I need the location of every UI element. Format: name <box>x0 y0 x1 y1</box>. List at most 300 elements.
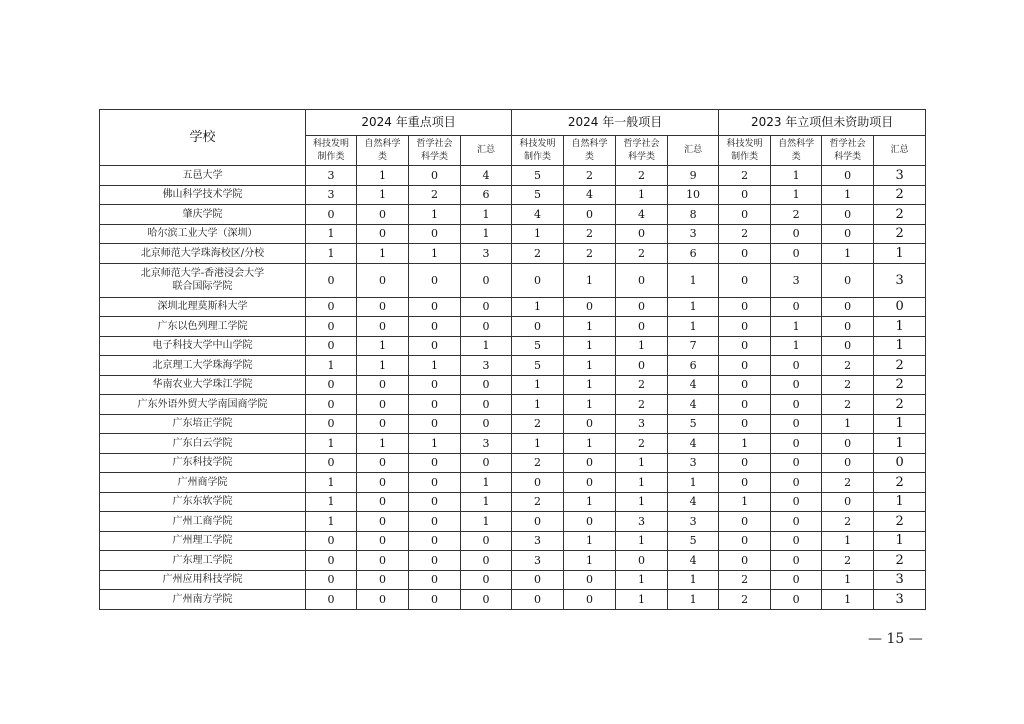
value-cell: 1 <box>306 473 357 493</box>
subcolumn-header <box>357 136 409 166</box>
subcolumn-header-line: 自然科学 <box>571 138 608 149</box>
value-cell: 0 <box>461 375 512 395</box>
value-cell: 1 <box>822 531 874 551</box>
school-name-cell: 广东培正学院 <box>100 414 306 434</box>
value-cell: 0 <box>461 414 512 434</box>
subcolumn-header <box>771 136 822 166</box>
value-cell: 1 <box>822 185 874 205</box>
subcolumn-header <box>306 136 357 166</box>
value-cell: 0 <box>306 336 357 356</box>
value-cell: 0 <box>771 551 822 571</box>
value-cell: 1 <box>616 590 668 610</box>
subcolumn-header-line: 哲学社会 <box>829 138 866 149</box>
value-cell: 1 <box>822 244 874 264</box>
value-cell: 0 <box>409 375 461 395</box>
subcolumn-header <box>409 136 461 166</box>
value-cell: 2 <box>512 244 564 264</box>
value-cell: 1 <box>357 356 409 376</box>
value-cell: 0 <box>306 375 357 395</box>
value-cell: 1 <box>616 570 668 590</box>
value-cell: 2 <box>822 356 874 376</box>
group-header-general-2024: 2024 年一般项目 <box>512 110 719 136</box>
value-cell: 0 <box>719 356 771 376</box>
value-cell: 1 <box>719 434 771 454</box>
value-cell: 0 <box>771 395 822 415</box>
value-cell: 4 <box>616 205 668 225</box>
value-cell: 0 <box>771 570 822 590</box>
value-cell: 0 <box>357 512 409 532</box>
value-cell: 0 <box>306 551 357 571</box>
value-cell: 1 <box>357 166 409 186</box>
value-cell: 1 <box>512 224 564 244</box>
school-name-line: 联合国际学院 <box>172 281 233 292</box>
value-cell: 2 <box>564 224 616 244</box>
value-cell: 3 <box>668 512 719 532</box>
value-cell: 1 <box>306 224 357 244</box>
value-cell: 2 <box>874 375 926 395</box>
value-cell: 1 <box>616 531 668 551</box>
value-cell: 0 <box>771 375 822 395</box>
table-row <box>100 492 926 512</box>
subcolumn-header-line: 科学类 <box>628 151 656 162</box>
value-cell: 0 <box>771 297 822 317</box>
subcolumn-header-line: 科技发明 <box>726 138 763 149</box>
subcolumn-header-line: 汇总 <box>477 145 496 155</box>
value-cell: 1 <box>461 473 512 493</box>
value-cell: 4 <box>564 185 616 205</box>
value-cell: 1 <box>409 356 461 376</box>
value-cell: 1 <box>771 336 822 356</box>
value-cell: 0 <box>512 570 564 590</box>
value-cell: 0 <box>306 263 357 297</box>
value-cell: 6 <box>668 356 719 376</box>
value-cell: 0 <box>564 473 616 493</box>
value-cell: 1 <box>668 570 719 590</box>
value-cell: 0 <box>409 414 461 434</box>
value-cell: 1 <box>616 185 668 205</box>
school-name-cell: 佛山科学技术学院 <box>100 185 306 205</box>
value-cell: 0 <box>512 317 564 337</box>
school-name-cell: 电子科技大学中山学院 <box>100 336 306 356</box>
value-cell: 1 <box>409 244 461 264</box>
value-cell: 0 <box>409 336 461 356</box>
value-cell: 1 <box>822 414 874 434</box>
value-cell: 2 <box>616 244 668 264</box>
value-cell: 2 <box>616 375 668 395</box>
value-cell: 0 <box>719 453 771 473</box>
table-row <box>100 551 926 571</box>
value-cell: 0 <box>409 551 461 571</box>
value-cell: 0 <box>719 414 771 434</box>
value-cell: 3 <box>616 512 668 532</box>
value-cell: 0 <box>357 414 409 434</box>
subcolumn-header-line: 自然科学 <box>778 138 815 149</box>
value-cell: 2 <box>564 166 616 186</box>
group-header-unfunded-2023: 2023 年立项但未资助项目 <box>719 110 926 136</box>
subcolumn-header <box>874 136 926 166</box>
value-cell: 0 <box>616 224 668 244</box>
value-cell: 1 <box>822 590 874 610</box>
value-cell: 2 <box>874 512 926 532</box>
value-cell: 2 <box>719 570 771 590</box>
value-cell: 1 <box>357 434 409 454</box>
value-cell: 0 <box>719 185 771 205</box>
value-cell: 2 <box>874 205 926 225</box>
subcolumn-header <box>616 136 668 166</box>
value-cell: 2 <box>822 512 874 532</box>
value-cell: 0 <box>409 317 461 337</box>
value-cell: 0 <box>771 434 822 454</box>
school-column-header: 学校 <box>100 110 306 166</box>
funding-table <box>99 109 926 610</box>
value-cell: 0 <box>771 414 822 434</box>
table-row <box>100 473 926 493</box>
value-cell: 1 <box>668 590 719 610</box>
value-cell: 0 <box>409 166 461 186</box>
value-cell: 1 <box>771 317 822 337</box>
value-cell: 1 <box>357 336 409 356</box>
value-cell: 0 <box>306 297 357 317</box>
value-cell: 0 <box>409 224 461 244</box>
value-cell: 0 <box>874 297 926 317</box>
value-cell: 0 <box>409 512 461 532</box>
value-cell: 2 <box>874 224 926 244</box>
school-name-cell: 北京理工大学珠海学院 <box>100 356 306 376</box>
table-row <box>100 395 926 415</box>
value-cell: 0 <box>719 244 771 264</box>
subcolumn-header-line: 制作类 <box>524 151 552 162</box>
subcolumn-header <box>822 136 874 166</box>
value-cell: 0 <box>771 531 822 551</box>
value-cell: 0 <box>461 551 512 571</box>
subcolumn-header-line: 科学类 <box>420 151 448 162</box>
value-cell: 0 <box>461 453 512 473</box>
value-cell: 1 <box>564 375 616 395</box>
value-cell: 0 <box>357 395 409 415</box>
value-cell: 2 <box>822 375 874 395</box>
value-cell: 10 <box>668 185 719 205</box>
value-cell: 1 <box>668 473 719 493</box>
table-row <box>100 531 926 551</box>
value-cell: 0 <box>306 531 357 551</box>
value-cell: 0 <box>306 395 357 415</box>
value-cell: 1 <box>461 336 512 356</box>
value-cell: 0 <box>409 570 461 590</box>
value-cell: 2 <box>874 551 926 571</box>
value-cell: 4 <box>668 492 719 512</box>
value-cell: 3 <box>306 166 357 186</box>
value-cell: 1 <box>874 414 926 434</box>
value-cell: 0 <box>771 492 822 512</box>
value-cell: 0 <box>461 531 512 551</box>
table-row <box>100 375 926 395</box>
value-cell: 1 <box>564 492 616 512</box>
value-cell: 0 <box>771 244 822 264</box>
school-name-cell: 广州商学院 <box>100 473 306 493</box>
value-cell: 3 <box>512 551 564 571</box>
school-name-cell: 广东科技学院 <box>100 453 306 473</box>
subcolumn-header-line: 汇总 <box>890 145 909 155</box>
value-cell: 0 <box>822 224 874 244</box>
value-cell: 0 <box>771 356 822 376</box>
value-cell: 3 <box>668 224 719 244</box>
value-cell: 9 <box>668 166 719 186</box>
value-cell: 1 <box>512 297 564 317</box>
value-cell: 0 <box>357 590 409 610</box>
value-cell: 0 <box>771 453 822 473</box>
value-cell: 1 <box>668 297 719 317</box>
value-cell: 0 <box>461 317 512 337</box>
school-name-cell: 广州理工学院 <box>100 531 306 551</box>
value-cell: 0 <box>719 512 771 532</box>
value-cell: 0 <box>719 317 771 337</box>
value-cell: 2 <box>719 224 771 244</box>
group-header-key-2024: 2024 年重点项目 <box>306 110 512 136</box>
value-cell: 3 <box>461 356 512 376</box>
value-cell: 1 <box>668 317 719 337</box>
value-cell: 8 <box>668 205 719 225</box>
table-row <box>100 205 926 225</box>
value-cell: 0 <box>564 512 616 532</box>
value-cell: 0 <box>719 375 771 395</box>
table-row <box>100 590 926 610</box>
value-cell: 0 <box>822 205 874 225</box>
subcolumn-header <box>564 136 616 166</box>
value-cell: 0 <box>719 336 771 356</box>
value-cell: 1 <box>564 531 616 551</box>
school-name-cell: 五邑大学 <box>100 166 306 186</box>
school-name-cell: 北京师范大学珠海校区/分校 <box>100 244 306 264</box>
value-cell: 0 <box>461 263 512 297</box>
value-cell: 0 <box>357 531 409 551</box>
value-cell: 1 <box>512 434 564 454</box>
table-row <box>100 317 926 337</box>
value-cell: 3 <box>874 166 926 186</box>
subcolumn-header <box>512 136 564 166</box>
subcolumn-header-line: 制作类 <box>731 151 759 162</box>
value-cell: 0 <box>616 317 668 337</box>
value-cell: 0 <box>409 590 461 610</box>
value-cell: 0 <box>719 297 771 317</box>
value-cell: 1 <box>874 492 926 512</box>
value-cell: 1 <box>564 336 616 356</box>
value-cell: 1 <box>616 492 668 512</box>
value-cell: 2 <box>616 434 668 454</box>
value-cell: 3 <box>461 434 512 454</box>
subcolumn-header <box>719 136 771 166</box>
value-cell: 0 <box>822 263 874 297</box>
value-cell: 0 <box>357 297 409 317</box>
school-name-cell: 广州工商学院 <box>100 512 306 532</box>
value-cell: 1 <box>874 244 926 264</box>
subcolumn-header-line: 自然科学 <box>364 138 401 149</box>
value-cell: 0 <box>512 263 564 297</box>
subcolumn-header <box>668 136 719 166</box>
school-name-cell <box>100 263 306 297</box>
school-name-cell: 广州南方学院 <box>100 590 306 610</box>
value-cell: 7 <box>668 336 719 356</box>
value-cell: 0 <box>512 473 564 493</box>
school-name-cell: 广东东软学院 <box>100 492 306 512</box>
value-cell: 0 <box>822 166 874 186</box>
value-cell: 1 <box>306 244 357 264</box>
value-cell: 2 <box>719 166 771 186</box>
value-cell: 0 <box>719 551 771 571</box>
value-cell: 0 <box>771 473 822 493</box>
value-cell: 0 <box>616 356 668 376</box>
value-cell: 2 <box>874 185 926 205</box>
value-cell: 0 <box>512 512 564 532</box>
value-cell: 0 <box>771 590 822 610</box>
value-cell: 0 <box>357 453 409 473</box>
value-cell: 1 <box>564 551 616 571</box>
subcolumn-header-line: 制作类 <box>317 151 345 162</box>
value-cell: 2 <box>822 473 874 493</box>
value-cell: 2 <box>409 185 461 205</box>
table-row <box>100 336 926 356</box>
value-cell: 3 <box>874 570 926 590</box>
value-cell: 0 <box>616 551 668 571</box>
value-cell: 6 <box>461 185 512 205</box>
value-cell: 1 <box>306 356 357 376</box>
school-name-cell: 肇庆学院 <box>100 205 306 225</box>
value-cell: 2 <box>616 166 668 186</box>
value-cell: 2 <box>512 492 564 512</box>
value-cell: 2 <box>822 395 874 415</box>
table-row <box>100 263 926 297</box>
value-cell: 0 <box>306 590 357 610</box>
value-cell: 0 <box>409 473 461 493</box>
value-cell: 1 <box>616 336 668 356</box>
value-cell: 4 <box>668 375 719 395</box>
subcolumn-header-line: 类 <box>791 151 801 162</box>
value-cell: 3 <box>306 185 357 205</box>
subcolumn-header-line: 科技发明 <box>312 138 349 149</box>
value-cell: 2 <box>719 590 771 610</box>
value-cell: 1 <box>719 492 771 512</box>
value-cell: 0 <box>461 395 512 415</box>
value-cell: 3 <box>874 263 926 297</box>
value-cell: 0 <box>564 570 616 590</box>
value-cell: 4 <box>668 551 719 571</box>
school-name-cell: 华南农业大学珠江学院 <box>100 375 306 395</box>
value-cell: 0 <box>461 297 512 317</box>
table-row <box>100 166 926 186</box>
value-cell: 0 <box>461 590 512 610</box>
value-cell: 0 <box>719 473 771 493</box>
value-cell: 4 <box>668 395 719 415</box>
table-row <box>100 297 926 317</box>
value-cell: 0 <box>306 414 357 434</box>
subcolumn-header-line: 类 <box>377 151 387 162</box>
value-cell: 0 <box>306 317 357 337</box>
value-cell: 0 <box>719 395 771 415</box>
value-cell: 0 <box>357 375 409 395</box>
table-row <box>100 356 926 376</box>
subcolumn-header-line: 类 <box>585 151 595 162</box>
value-cell: 0 <box>719 205 771 225</box>
subcolumn-header <box>461 136 512 166</box>
value-cell: 1 <box>306 492 357 512</box>
value-cell: 1 <box>564 434 616 454</box>
value-cell: 5 <box>512 166 564 186</box>
value-cell: 1 <box>461 205 512 225</box>
value-cell: 1 <box>306 434 357 454</box>
value-cell: 1 <box>357 185 409 205</box>
value-cell: 0 <box>771 224 822 244</box>
value-cell: 0 <box>306 205 357 225</box>
value-cell: 0 <box>564 414 616 434</box>
value-cell: 1 <box>564 395 616 415</box>
value-cell: 1 <box>822 570 874 590</box>
value-cell: 1 <box>771 185 822 205</box>
value-cell: 0 <box>512 590 564 610</box>
value-cell: 1 <box>512 375 564 395</box>
value-cell: 0 <box>822 453 874 473</box>
value-cell: 2 <box>512 414 564 434</box>
subcolumn-header-line: 哲学社会 <box>416 138 453 149</box>
value-cell: 2 <box>874 473 926 493</box>
value-cell: 5 <box>668 414 719 434</box>
value-cell: 0 <box>822 492 874 512</box>
value-cell: 0 <box>409 263 461 297</box>
value-cell: 1 <box>512 395 564 415</box>
table-row <box>100 244 926 264</box>
value-cell: 1 <box>564 356 616 376</box>
school-name-cell: 深圳北理莫斯科大学 <box>100 297 306 317</box>
value-cell: 0 <box>357 473 409 493</box>
school-name-cell: 广东以色列理工学院 <box>100 317 306 337</box>
value-cell: 5 <box>668 531 719 551</box>
value-cell: 1 <box>357 244 409 264</box>
value-cell: 0 <box>874 453 926 473</box>
value-cell: 2 <box>564 244 616 264</box>
value-cell: 5 <box>512 336 564 356</box>
value-cell: 0 <box>306 453 357 473</box>
table-row <box>100 453 926 473</box>
school-name-cell: 广州应用科技学院 <box>100 570 306 590</box>
value-cell: 0 <box>719 263 771 297</box>
value-cell: 1 <box>874 317 926 337</box>
school-name-cell: 广东理工学院 <box>100 551 306 571</box>
table-row <box>100 512 926 532</box>
value-cell: 1 <box>409 434 461 454</box>
value-cell: 0 <box>357 492 409 512</box>
value-cell: 0 <box>719 531 771 551</box>
subcolumn-header-line: 汇总 <box>684 145 703 155</box>
value-cell: 1 <box>461 224 512 244</box>
value-cell: 5 <box>512 356 564 376</box>
school-name-cell: 广东白云学院 <box>100 434 306 454</box>
value-cell: 5 <box>512 185 564 205</box>
value-cell: 1 <box>874 434 926 454</box>
value-cell: 0 <box>409 531 461 551</box>
value-cell: 1 <box>668 263 719 297</box>
value-cell: 0 <box>357 263 409 297</box>
school-name-line: 北京师范大学-香港浸会大学 <box>140 268 265 279</box>
value-cell: 0 <box>822 336 874 356</box>
value-cell: 0 <box>564 453 616 473</box>
value-cell: 0 <box>357 224 409 244</box>
value-cell: 4 <box>461 166 512 186</box>
value-cell: 0 <box>822 317 874 337</box>
value-cell: 1 <box>616 453 668 473</box>
value-cell: 1 <box>874 531 926 551</box>
value-cell: 1 <box>874 336 926 356</box>
value-cell: 0 <box>616 297 668 317</box>
value-cell: 0 <box>357 570 409 590</box>
table-row <box>100 414 926 434</box>
